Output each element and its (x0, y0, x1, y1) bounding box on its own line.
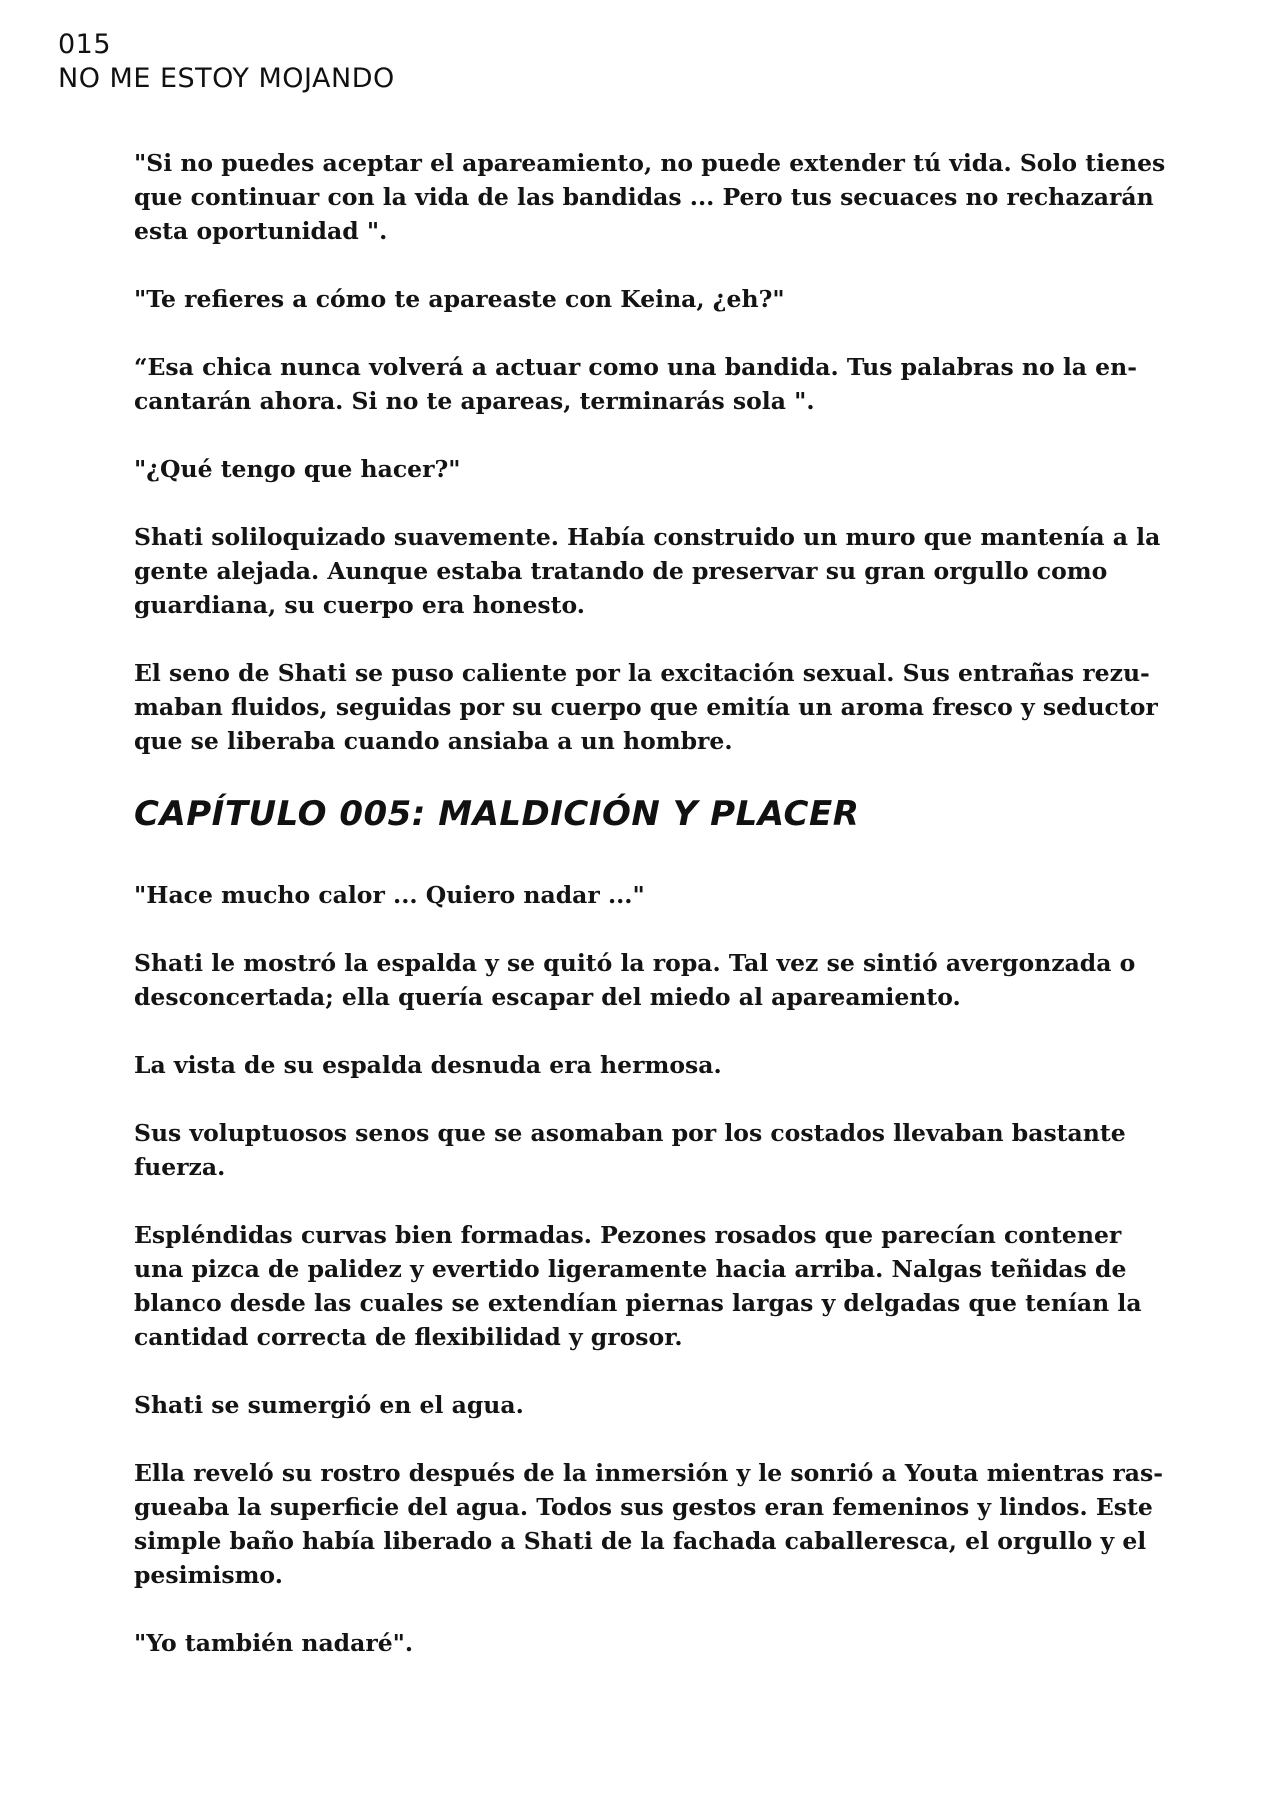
paragraph (134, 146, 1166, 248)
text-line: pesimismo. (134, 1561, 283, 1589)
text-line: "¿Qué tengo que hacer?" (134, 455, 461, 483)
text-line: Shati soliloquizado suavemente. Había construido un muro que mantenía a la (134, 523, 1161, 551)
chapter-heading: CAPÍTULO 005: MALDICIÓN Y PLACER (134, 794, 860, 834)
body-text (134, 146, 1166, 1694)
text-line: El seno de Shati se puso caliente por la excitación sexual. Sus entrañas rezu- (134, 659, 1150, 687)
running-header (58, 28, 395, 96)
text-line: Ella reveló su rostro después de la inmersión y le sonrió a Youta mientras ras- (134, 1459, 1163, 1487)
text-line: esta oportunidad ". (134, 217, 388, 245)
paragraph (134, 946, 1134, 1014)
text-line: una pizca de palidez y evertido ligeramente hacia arriba. Nalgas teñidas de (134, 1255, 1127, 1283)
paragraph (134, 452, 1134, 486)
text-line: cantidad correcta de flexibilidad y grosor. (134, 1323, 683, 1351)
text-line: simple baño había liberado a Shati de la fachada caballeresca, el orgullo y el (134, 1527, 1147, 1555)
text-line: "Hace mucho calor ... Quiero nadar ..." (134, 881, 645, 909)
text-line: que se liberaba cuando ansiaba a un hombre. (134, 727, 733, 755)
text-line: “Esa chica nunca volverá a actuar como una bandida. Tus palabras no la en- (134, 353, 1137, 381)
text-line: guardiana, su cuerpo era honesto. (134, 591, 585, 619)
paragraph (134, 1388, 1134, 1422)
paragraph (134, 1626, 1134, 1660)
text-line: gueaba la superficie del agua. Todos sus gestos eran femeninos y lindos. Este (134, 1493, 1153, 1521)
text-line: blanco desde las cuales se extendían piernas largas y delgadas que tenían la (134, 1289, 1142, 1317)
paragraph (134, 1048, 1134, 1082)
book-title: NO ME ESTOY MOJANDO (58, 63, 395, 94)
text-line: gente alejada. Aunque estaba tratando de preservar su gran orgullo como (134, 557, 1108, 585)
text-line: Shati se sumergió en el agua. (134, 1391, 524, 1419)
text-line: "Si no puedes aceptar el apareamiento, no puede extender tú vida. Solo tienes (134, 149, 1166, 177)
text-line: fuerza. (134, 1153, 226, 1181)
text-line: desconcertada; ella quería escapar del miedo al apareamiento. (134, 983, 961, 1011)
text-line: Sus voluptuosos senos que se asomaban por los costados llevaban bastante (134, 1119, 1126, 1147)
page-number: 015 (58, 29, 112, 60)
text-line: maban fluidos, seguidas por su cuerpo que emitía un aroma fresco y seductor (134, 693, 1158, 721)
paragraph (134, 1218, 1142, 1354)
paragraph (134, 656, 1158, 758)
text-line: cantarán ahora. Si no te apareas, terminarás sola ". (134, 387, 815, 415)
paragraph (134, 1456, 1163, 1592)
text-line: Shati le mostró la espalda y se quitó la ropa. Tal vez se sintió avergonzada o (134, 949, 1136, 977)
text-line: Espléndidas curvas bien formadas. Pezones rosados que parecían contener (134, 1221, 1122, 1249)
text-line: que continuar con la vida de las bandidas ... Pero tus secuaces no rechazarán (134, 183, 1154, 211)
paragraph (134, 878, 1134, 912)
text-line: La vista de su espalda desnuda era hermosa. (134, 1051, 722, 1079)
paragraph (134, 1116, 1134, 1184)
paragraph (134, 282, 1134, 316)
paragraph (134, 520, 1161, 622)
paragraph (134, 350, 1137, 418)
text-line: "Te refieres a cómo te apareaste con Keina, ¿eh?" (134, 285, 785, 313)
text-line: "Yo también nadaré". (134, 1629, 414, 1657)
